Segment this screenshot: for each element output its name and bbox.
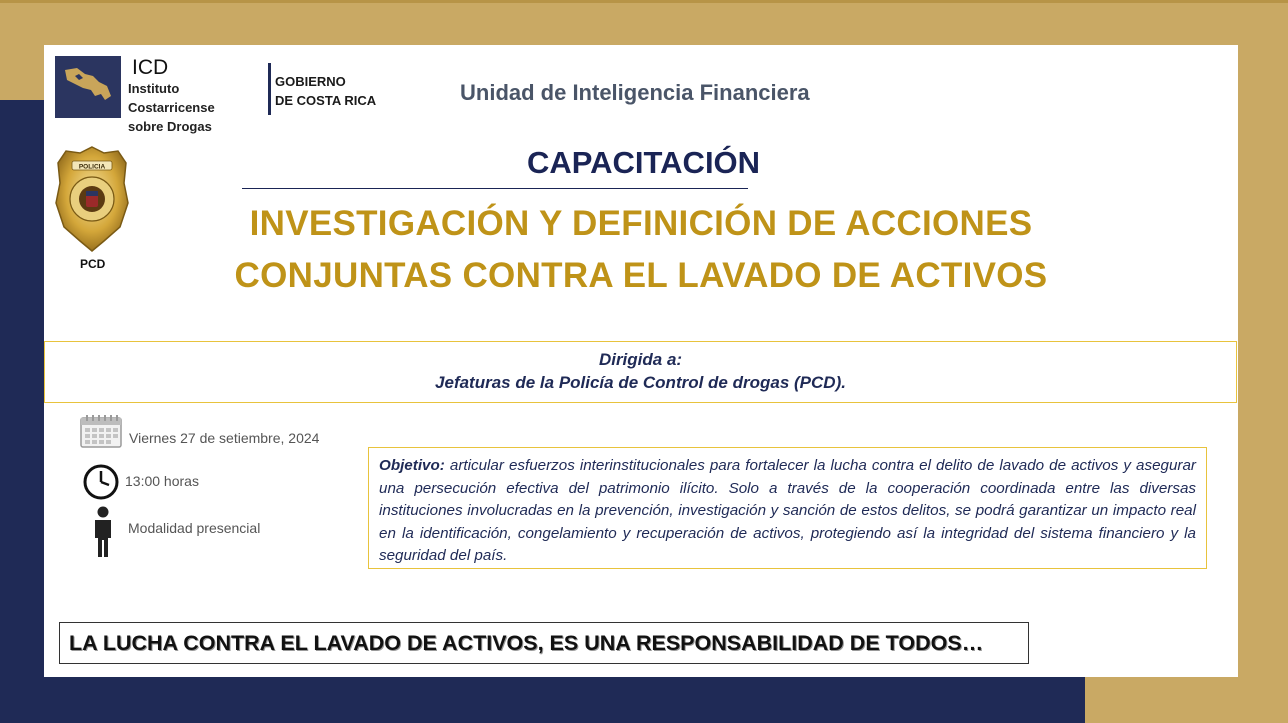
objective-text: articular esfuerzos interinstitucionales para fortalecer la lucha contra el delito de lavado de activos y asegurar una persecución efectiva del patrimonio ilícito. Solo a través de la cooperación coordinada entre las diversas instituciones involucradas en la prevención, investigación y sanción de estos delitos, se podrá garantizar un impacto real en la identificación, congelamiento y recuperación de activos, protegiendo así la integridad del sistema financiero y la seguridad del país. bbox=[379, 457, 1196, 565]
event-time: 13:00 horas bbox=[125, 473, 199, 489]
slide bbox=[44, 45, 1238, 677]
objective-label: Objetivo: bbox=[379, 457, 445, 474]
gobierno-line: GOBIERNO bbox=[275, 74, 346, 89]
person-icon bbox=[92, 506, 114, 558]
audience-box bbox=[44, 341, 1237, 403]
objective-box bbox=[368, 447, 1207, 569]
event-modality: Modalidad presencial bbox=[128, 520, 261, 536]
gobierno-logo-text bbox=[275, 72, 376, 110]
icd-subtitle-line: Costarricense bbox=[128, 100, 215, 115]
icd-logo bbox=[55, 56, 121, 118]
main-title bbox=[214, 198, 1068, 302]
calendar-icon bbox=[80, 414, 122, 448]
icd-subtitle bbox=[128, 79, 248, 136]
main-title-line: CONJUNTAS CONTRA EL LAVADO DE ACTIVOS bbox=[234, 256, 1048, 295]
main-title-line: INVESTIGACIÓN Y DEFINICIÓN DE ACCIONES bbox=[249, 204, 1033, 243]
clock-icon bbox=[82, 463, 120, 501]
kicker-underline bbox=[242, 188, 748, 189]
kicker-title: CAPACITACIÓN bbox=[527, 145, 761, 180]
gobierno-line: DE COSTA RICA bbox=[275, 93, 377, 108]
event-date: Viernes 27 de setiembre, 2024 bbox=[129, 430, 320, 446]
police-badge-logo bbox=[52, 143, 132, 253]
closing-banner: LA LUCHA CONTRA EL LAVADO DE ACTIVOS, ES UNA RESPONSABILIDAD DE TODOS… bbox=[59, 622, 1029, 664]
icd-title: ICD bbox=[132, 56, 169, 79]
unit-title: Unidad de Inteligencia Financiera bbox=[460, 80, 810, 105]
icd-subtitle-line: Instituto bbox=[128, 81, 180, 96]
badge-text: POLICIA bbox=[78, 163, 106, 171]
icd-subtitle-line: sobre Drogas bbox=[128, 119, 212, 134]
badge-label: PCD bbox=[80, 257, 106, 271]
audience-label: Dirigida a: bbox=[598, 350, 683, 369]
frame-top-edge bbox=[0, 0, 1288, 3]
gobierno-divider bbox=[268, 63, 271, 115]
audience-value: Jefaturas de la Policía de Control de drogas (PCD). bbox=[435, 373, 846, 392]
